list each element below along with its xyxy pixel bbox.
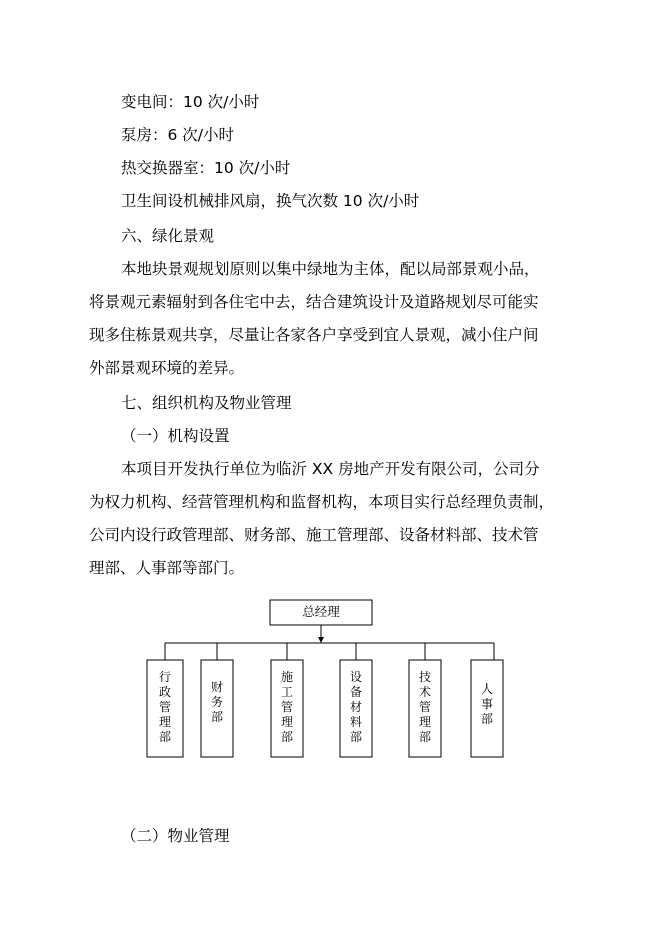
text-line: 公司内设行政管理部、财务部、施工管理部、设备材料部、技术管: [89, 526, 539, 544]
org-dept-label: 技术管理部: [418, 670, 431, 744]
org-dept-label: 人事部: [480, 682, 493, 726]
text-line: 现多住栋景观共享，尽量让各家各户享受到宜人景观，减小住户间: [89, 326, 539, 344]
text-line: 外部景观环境的差异。: [89, 359, 245, 377]
text-line: 热交换器室：10 次/小时: [121, 159, 291, 177]
org-top-label: 总经理: [302, 604, 340, 619]
section-heading: 六、绿化景观: [121, 227, 215, 245]
org-dept-label: 施工管理部: [280, 670, 293, 744]
text-line: 理部、人事部等部门。: [89, 559, 245, 577]
org-dept-label: 行政管理部: [158, 670, 171, 744]
subsection-heading: （二）物业管理: [121, 827, 230, 845]
department-boxes: [147, 660, 503, 757]
text-line: 泵房：6 次/小时: [121, 126, 235, 144]
text-line: 本地块景观规划原则以集中绿地为主体，配以局部景观小品，: [121, 260, 540, 278]
org-dept-label: 财务部: [210, 680, 223, 724]
arrow-head: [318, 637, 324, 643]
text-line: 卫生间设机械排风扇，换气次数 10 次/小时: [121, 192, 420, 210]
section-heading: 七、组织机构及物业管理: [121, 394, 292, 412]
subsection-heading: （一）机构设置: [121, 427, 230, 445]
text-line: 变电间：10 次/小时: [121, 93, 260, 111]
text-line: 为权力机构、经营管理机构和监督机构，本项目实行总经理负责制，: [89, 493, 555, 511]
branch-lines: [165, 643, 494, 660]
text-line: 将景观元素辐射到各住宅中去，结合建筑设计及道路规划尽可能实: [89, 293, 539, 311]
text-line: 本项目开发执行单位为临沂 XX 房地产开发有限公司，公司分: [121, 460, 540, 478]
org-dept-label: 设备材料部: [349, 670, 362, 744]
